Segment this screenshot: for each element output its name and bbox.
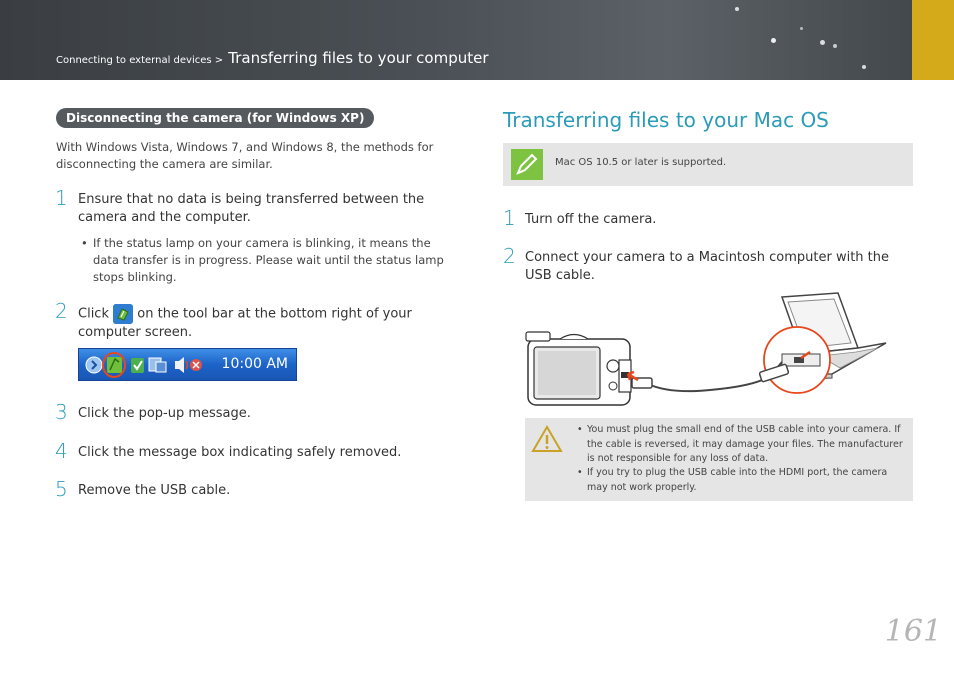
camera-illustration — [526, 332, 631, 405]
taskbar-clock: 10:00 AM — [221, 356, 288, 372]
breadcrumb — [56, 48, 489, 67]
bullet-text: • If the status lamp on your camera is blinking, it means the data transfer is in progress. Please wait until the status lamp stops blinking. — [93, 235, 453, 286]
step-text: Click the message box indicating safely removed. — [78, 445, 402, 460]
section-heading: Disconnecting the camera (for Windows XP) — [56, 108, 374, 128]
warning-item: • You must plug the small end of the USB cable into your camera. If the cable is reversed, it may damage your files. The manufacturer is not responsible for any loss of data. — [587, 423, 905, 467]
step-text: Turn off the camera. — [525, 212, 657, 227]
pencil-icon — [511, 149, 543, 180]
step-number: 3 — [55, 400, 68, 424]
step-text: Ensure that no data is being transferred between the camera and the computer. — [78, 192, 425, 225]
step-text-pre: Click — [78, 306, 109, 322]
breadcrumb-page: Transferring files to your computer — [228, 49, 489, 67]
section-tab — [912, 0, 954, 80]
page-header — [0, 0, 954, 80]
sparkle-decoration — [833, 44, 837, 48]
windows-taskbar-tray — [78, 348, 297, 381]
warning-item: • If you try to plug the USB cable into the HDMI port, the camera may not work properly. — [587, 466, 905, 495]
note-text: Mac OS 10.5 or later is supported. — [555, 157, 727, 168]
step-text — [78, 304, 463, 342]
step-text: Click the pop-up message. — [78, 406, 251, 421]
intro-text: With Windows Vista, Windows 7, and Windows 8, the methods for disconnecting the camera are similar. — [56, 140, 434, 171]
step-number: 1 — [503, 206, 516, 230]
step-text: Connect your camera to a Macintosh computer with the USB cable. — [525, 250, 889, 283]
section-title: Transferring files to your Mac OS — [503, 108, 829, 132]
step-text: Remove the USB cable. — [78, 483, 231, 498]
camera-usb-laptop-illustration — [520, 292, 900, 410]
sparkle-decoration — [771, 38, 776, 43]
step-number: 4 — [55, 439, 68, 463]
sparkle-decoration — [820, 40, 825, 45]
step-text-post: on the tool bar at the bottom right of your computer screen. — [78, 306, 412, 340]
warning-box — [525, 418, 913, 501]
step-number: 1 — [55, 186, 68, 210]
note-box — [503, 143, 913, 186]
sparkle-decoration — [862, 65, 866, 69]
step-number: 2 — [55, 299, 68, 323]
step-number: 5 — [55, 477, 68, 501]
step-number: 2 — [503, 244, 516, 268]
warning-icon — [531, 424, 563, 454]
breadcrumb-section[interactable]: Connecting to external devices > — [56, 55, 224, 66]
sparkle-decoration — [735, 7, 739, 11]
page-number: 161 — [884, 614, 942, 649]
safely-remove-hardware-icon — [113, 304, 133, 324]
sparkle-decoration — [800, 27, 803, 30]
